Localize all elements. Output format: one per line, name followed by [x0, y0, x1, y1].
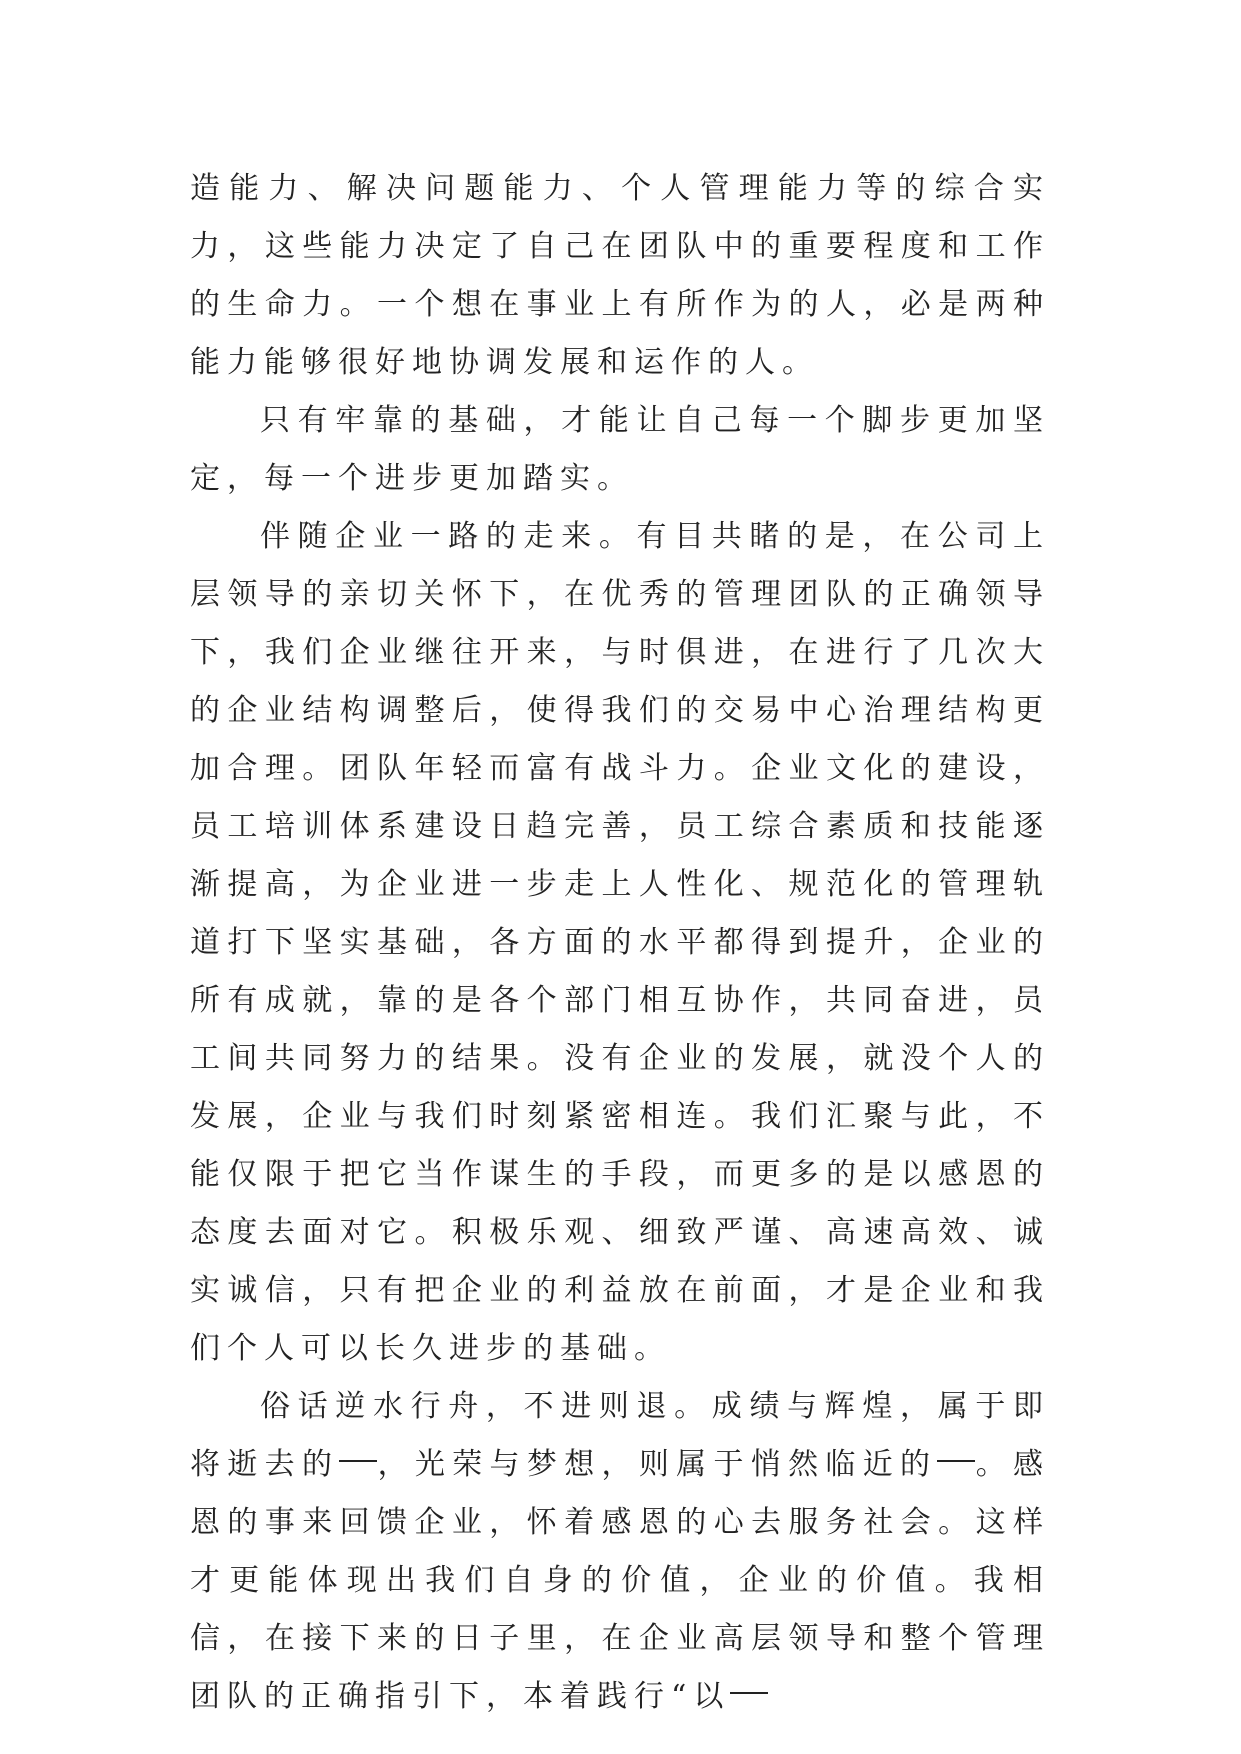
document-body: [190, 160, 1050, 1726]
paragraph-continued: [190, 160, 1050, 392]
fill-in-blank: [339, 1436, 377, 1462]
fill-in-blank: [730, 1668, 768, 1694]
fill-in-blank: [937, 1436, 975, 1462]
paragraph: [190, 392, 1050, 508]
paragraph: [190, 508, 1050, 1378]
paragraph-text: ，光荣与梦想，则属于悄然临近的: [377, 1447, 938, 1482]
paragraph-text: 。感恩的事来回馈企业，怀着感恩的心去服务社会。这样才更能体现出我们自身的价值，企业的价值。我相信，在接下来的日子里，在企业高层领导和整个管理团队的正确指引下，本着践行“以: [190, 1447, 1051, 1714]
paragraph-text: 只有牢靠的基础，才能让自己每一个脚步更加坚定，每一个进步更加踏实。: [190, 403, 1050, 496]
paragraph: [190, 1378, 1050, 1726]
paragraph-text: 俗话逆水行舟，不进则退。成绩与辉煌，属于即将逝去的: [190, 1389, 1050, 1482]
paragraph-text: 造能力、解决问题能力、个人管理能力等的综合实力，这些能力决定了自己在团队中的重要程度和工作的生命力。一个想在事业上有所作为的人，必是两种能力能够很好地协调发展和运作的人。: [190, 171, 1050, 380]
paragraph-text: 伴随企业一路的走来。有目共睹的是，在公司上层领导的亲切关怀下，在优秀的管理团队的正确领导下，我们企业继往开来，与时俱进，在进行了几次大的企业结构调整后，使得我们的交易中心治理结构更加合理。团队年轻而富有战斗力。企业文化的建设，员工培训体系建设日趋完善，员工综合素质和技能逐渐提高，为企业进一步走上人性化、规范化的管理轨道打下坚实基础，各方面的水平都得到提升，企业的所有成就，靠的是各个部门相互协作，共同奋进，员工间共同努力的结果。没有企业的发展，就没个人的发展，企业与我们时刻紧密相连。我们汇聚与此，不能仅限于把它当作谋生的手段，而更多的是以感恩的态度去面对它。积极乐观、细致严谨、高速高效、诚实诚信，只有把企业的利益放在前面，才是企业和我们个人可以长久进步的基础。: [190, 519, 1050, 1366]
